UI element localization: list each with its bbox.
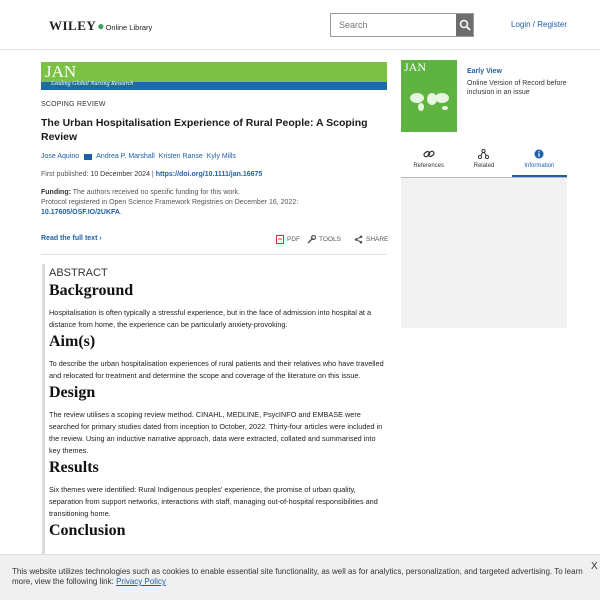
- cookie-text: This website utilizes technologies such as cookies to enable essential site functionality, as well as for analytics, personalization, and targeted advertising. To learn more, view the following link:: [12, 567, 583, 586]
- close-icon[interactable]: X: [591, 561, 598, 572]
- read-full-text-link[interactable]: [41, 235, 102, 242]
- share-icon: [354, 235, 363, 244]
- top-header: [0, 0, 600, 50]
- abstract-section-title: Results: [49, 459, 99, 476]
- tab-references[interactable]: [401, 146, 456, 177]
- separator: |: [151, 171, 154, 178]
- author-link[interactable]: Kyly Mills: [206, 153, 236, 160]
- information-panel: [401, 178, 567, 328]
- journal-abbrev: JAN: [45, 62, 77, 81]
- cookie-banner: [0, 554, 600, 600]
- pdf-button[interactable]: [276, 235, 300, 244]
- tab-related[interactable]: [456, 146, 511, 177]
- search-input[interactable]: [331, 14, 456, 36]
- email-icon[interactable]: [84, 154, 92, 160]
- tab-label: Information: [524, 163, 555, 169]
- protocol-link[interactable]: 10.17605/OSF.IO/2UKFA: [41, 209, 120, 216]
- abstract-section-title: Design: [49, 384, 96, 401]
- link-icon: [423, 149, 435, 159]
- pdf-label: PDF: [287, 236, 300, 243]
- share-label: SHARE: [366, 236, 389, 243]
- sidebar-tabs: [401, 146, 567, 178]
- wiley-online-library-logo[interactable]: [49, 18, 152, 34]
- related-network-icon: [478, 149, 489, 159]
- journal-cover-image[interactable]: [401, 60, 457, 132]
- abstract-section-text: Six themes were identified: Rural Indigenous peoples' experience, the promise of urban quality, separation from support networks, interactions with staff, managing out-of-hospital responsibilities and transitioning home.: [49, 485, 378, 518]
- funding-text: The authors received no specific funding for this work.: [72, 189, 241, 196]
- abstract-section-title: Background: [49, 282, 134, 299]
- publication-info: [41, 171, 262, 178]
- search-icon: [459, 19, 471, 31]
- cookie-text-block: [12, 567, 587, 587]
- search-button[interactable]: [456, 14, 473, 36]
- first-published-date: 10 December 2024: [90, 171, 150, 178]
- protocol-text: Protocol registered in Open Science Framework Registries on December 16, 2022:: [41, 199, 299, 206]
- login-register-link[interactable]: Login / Register: [511, 20, 568, 29]
- first-published-label: First published:: [41, 171, 89, 178]
- share-button[interactable]: [354, 235, 388, 244]
- article-actions: [41, 235, 387, 247]
- funding-info: [41, 188, 341, 218]
- abstract-section-text: Hospitalisation is often typically a stressful experience, but in the face of admission into hospital at a distance from home, the experience can be particularly anxiety-provoking.: [49, 308, 372, 329]
- logo-dot-icon: ●: [97, 19, 105, 33]
- journal-banner[interactable]: [41, 62, 387, 90]
- protocol-end: .: [119, 209, 122, 216]
- tab-label: References: [413, 163, 444, 169]
- tools-label: TOOLS: [319, 236, 341, 243]
- tab-information[interactable]: [512, 146, 567, 177]
- tab-label: Related: [473, 163, 495, 169]
- tools-button[interactable]: [307, 235, 341, 244]
- abstract-section: [42, 264, 387, 564]
- journal-tagline: Leading Global Nursing Research: [51, 81, 134, 87]
- cover-abbrev: JAN: [404, 60, 427, 74]
- read-full-label: Read the full text: [41, 235, 98, 242]
- info-icon: [534, 149, 544, 159]
- article-title: The Urban Hospitalisation Experience of Rural People: A Scoping Review: [41, 117, 368, 143]
- abstract-heading: ABSTRACT: [49, 267, 108, 279]
- world-map-icon: [407, 90, 451, 112]
- early-view-description: Online Version of Record before inclusion in an issue: [467, 80, 567, 96]
- privacy-policy-link[interactable]: Privacy Policy: [116, 577, 166, 586]
- author-link[interactable]: Kristen Ranse: [158, 153, 203, 160]
- author-link[interactable]: Jose Aquino: [41, 153, 80, 160]
- funding-label: Funding:: [41, 189, 71, 196]
- divider: [41, 254, 387, 255]
- chevron-right-icon: ›: [99, 235, 102, 242]
- wrench-icon: [307, 235, 316, 244]
- abstract-section-title: Conclusion: [49, 522, 126, 539]
- doi-link[interactable]: https://doi.org/10.1111/jan.16675: [155, 171, 263, 178]
- logo-online-library: Online Library: [105, 23, 153, 32]
- abstract-section-title: Aim(s): [49, 333, 96, 350]
- article-section-label: SCOPING REVIEW: [41, 101, 106, 108]
- author-link[interactable]: Andrea P. Marshall: [96, 153, 155, 160]
- early-view-link[interactable]: Early View: [467, 68, 502, 75]
- logo-wiley: WILEY: [49, 18, 97, 33]
- author-list: [41, 153, 236, 160]
- pdf-icon: [276, 235, 284, 244]
- abstract-section-text: To describe the urban hospitalisation experiences of rural patients and their relatives who have travelled and relocated for treatment and determine the scope and coverage of the literature on this issue.: [49, 359, 384, 380]
- abstract-section-text: The review utilises a scoping review method. CINAHL, MEDLINE, PsycINFO and EMBASE were searched for primary studies dated from inception to October, 2022. Thirty-four articles were included in the review. Using an inductive narrative approach, data were extracted, collated and summarised into key themes.: [49, 410, 383, 455]
- search-box: [330, 13, 474, 37]
